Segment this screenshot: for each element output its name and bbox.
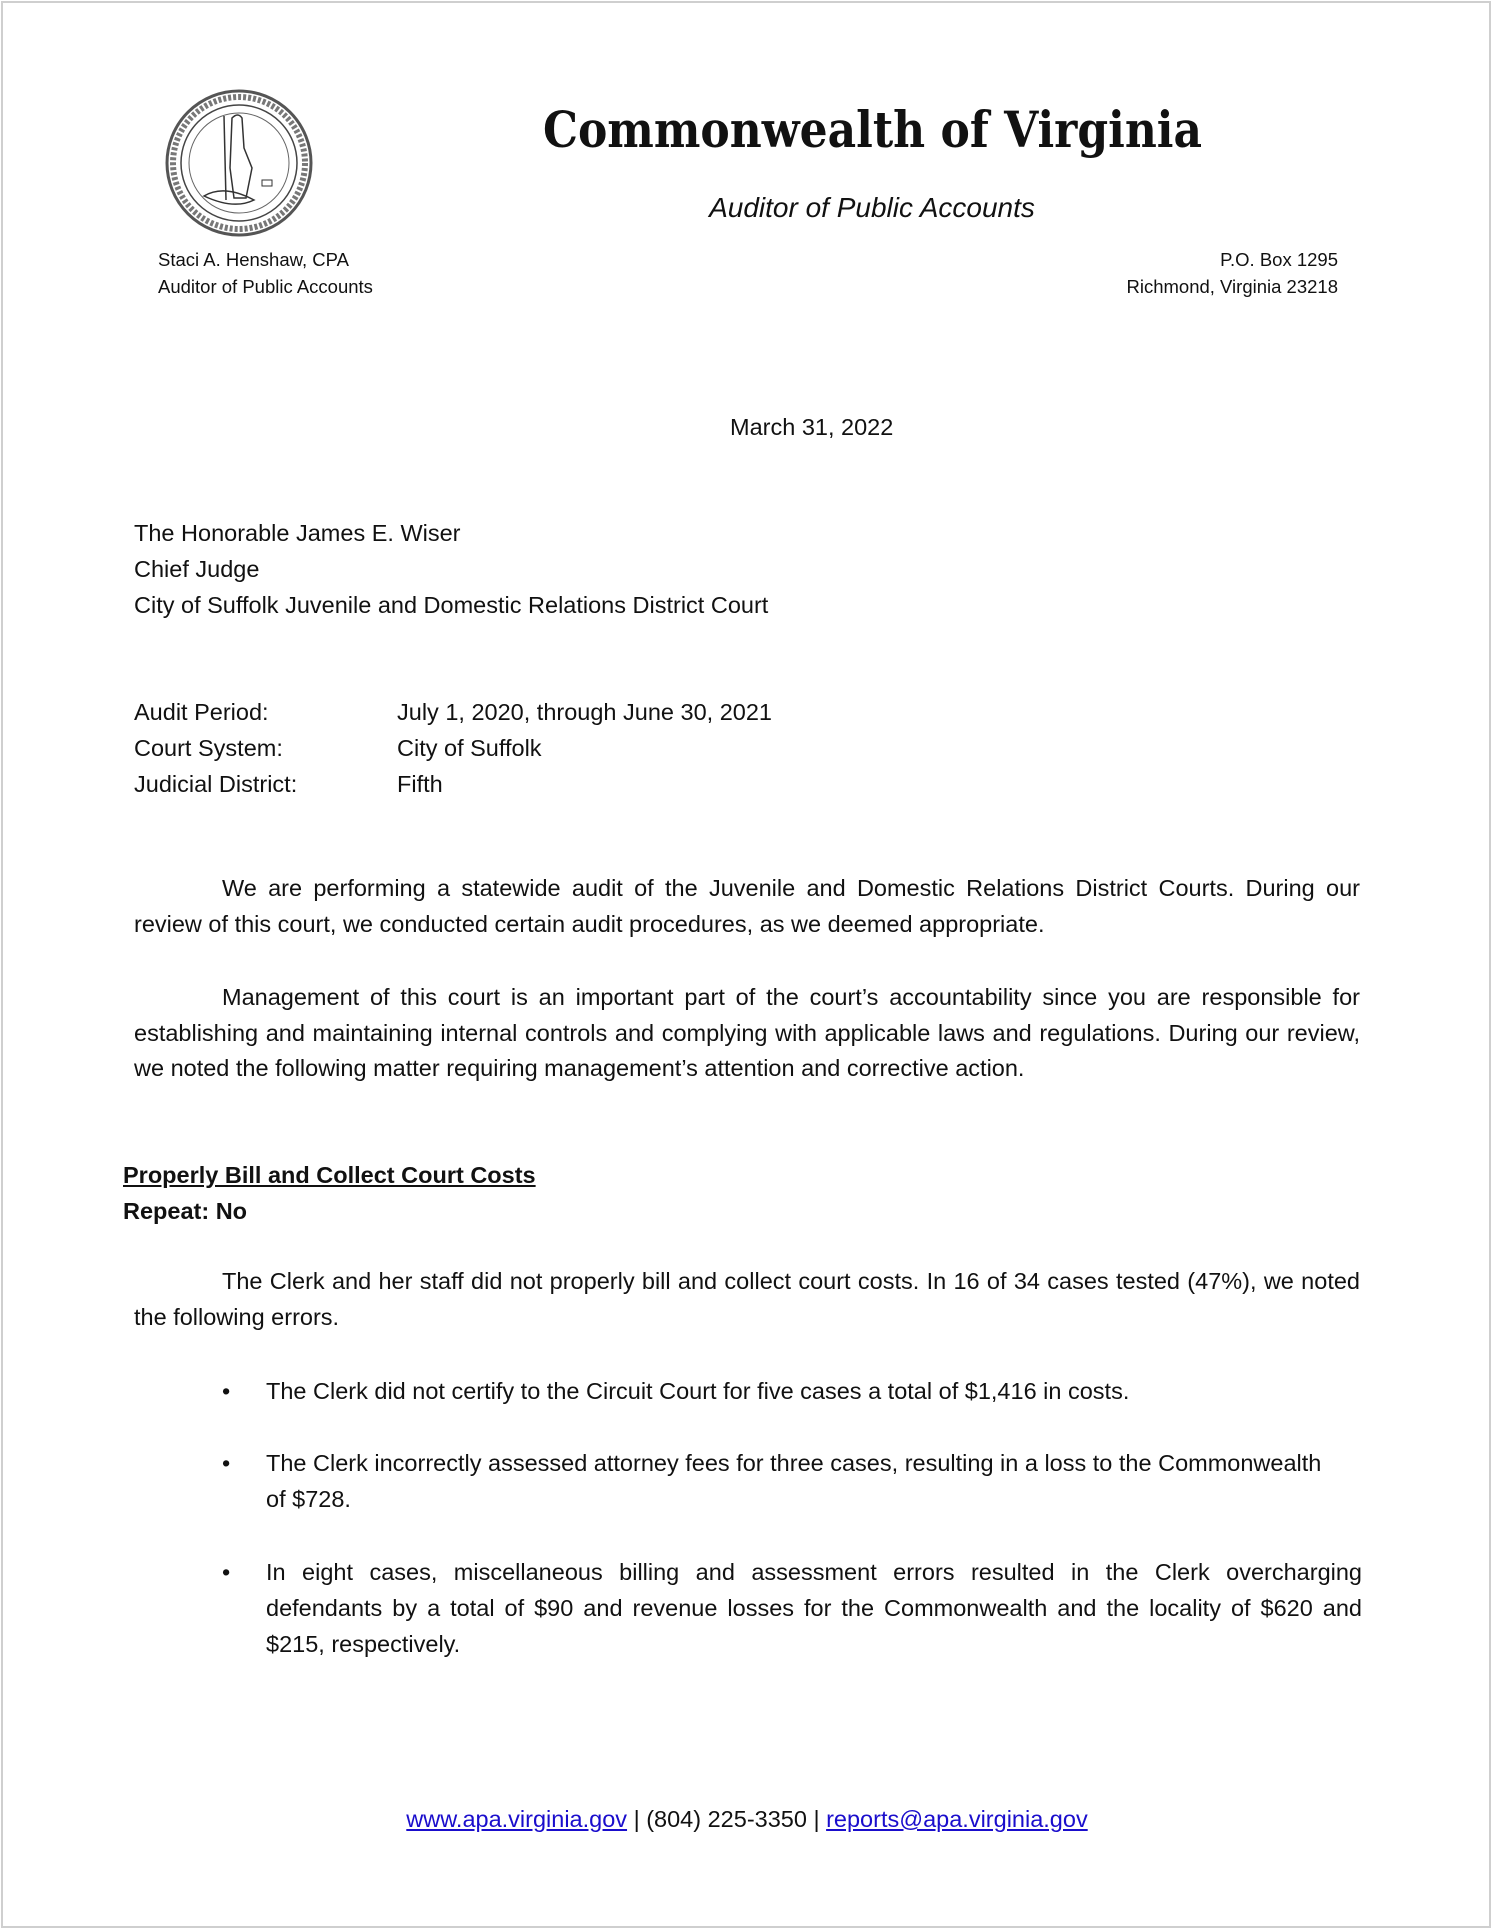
separator: | bbox=[633, 1806, 640, 1832]
audit-info-row: Audit Period: July 1, 2020, through June 30, 2021 bbox=[134, 699, 772, 725]
addressee-court: City of Suffolk Juvenile and Domestic Relations District Court bbox=[134, 592, 769, 618]
letterhead-subtitle: Auditor of Public Accounts bbox=[709, 192, 1035, 223]
finding-bullet: • The Clerk incorrectly assessed attorney fees for three cases, resulting in a loss to the Commonwealth of $728. bbox=[222, 1445, 1362, 1517]
audit-info-row: Judicial District: Fifth bbox=[134, 771, 443, 797]
finding-bullet: • In eight cases, miscellaneous billing and assessment errors resulted in the Clerk overcharging defendants by a total of $90 and revenue losses for the Commonwealth and the locality of $620 and $215, respectively. bbox=[222, 1554, 1362, 1662]
phone-number: (804) 225-3350 bbox=[646, 1806, 807, 1832]
mailing-address bbox=[1126, 246, 1338, 300]
footer bbox=[0, 1806, 1494, 1833]
audit-info bbox=[134, 694, 772, 802]
bullet-icon: • bbox=[222, 1559, 231, 1585]
letterhead-title: Commonwealth of Virginia bbox=[542, 100, 1202, 159]
paragraph-intro: We are performing a statewide audit of the Juvenile and Domestic Relations District Courts. During our review of this court, we conducted certain audit procedures, as we deemed appropriate. bbox=[134, 875, 1360, 937]
bullet-icon: • bbox=[222, 1378, 231, 1404]
addressee-title: Chief Judge bbox=[134, 556, 260, 582]
addressee-name: The Honorable James E. Wiser bbox=[134, 520, 461, 546]
city-state-zip: Richmond, Virginia 23218 bbox=[1126, 276, 1338, 297]
paragraph-management: Management of this court is an important part of the court’s accountability since you are responsible for establishing and maintaining internal controls and complying with applicable laws and regulations. During our review, we noted the following matter requiring management’s attention and corrective action. bbox=[134, 984, 1360, 1081]
finding-repeat: Repeat: No bbox=[123, 1198, 248, 1224]
addressee-block bbox=[134, 515, 768, 623]
website-link[interactable]: www.apa.virginia.gov bbox=[406, 1806, 628, 1832]
po-box: P.O. Box 1295 bbox=[1220, 249, 1338, 270]
finding-heading: Properly Bill and Collect Court Costs bbox=[123, 1162, 536, 1188]
auditor-block bbox=[158, 246, 373, 300]
finding-header bbox=[123, 1157, 536, 1229]
email-link[interactable]: reports@apa.virginia.gov bbox=[826, 1806, 1088, 1832]
audit-info-row: Court System: City of Suffolk bbox=[134, 735, 542, 761]
auditor-title: Auditor of Public Accounts bbox=[158, 276, 373, 297]
separator: | bbox=[813, 1806, 820, 1832]
letter-date: March 31, 2022 bbox=[730, 414, 894, 440]
finding-intro: The Clerk and her staff did not properly bill and collect court costs. In 16 of 34 cases tested (47%), we noted the following errors. bbox=[134, 1268, 1360, 1330]
bullet-icon: • bbox=[222, 1450, 231, 1476]
auditor-name: Staci A. Henshaw, CPA bbox=[158, 249, 349, 270]
finding-bullet: • The Clerk did not certify to the Circuit Court for five cases a total of $1,416 in costs. bbox=[222, 1373, 1362, 1409]
